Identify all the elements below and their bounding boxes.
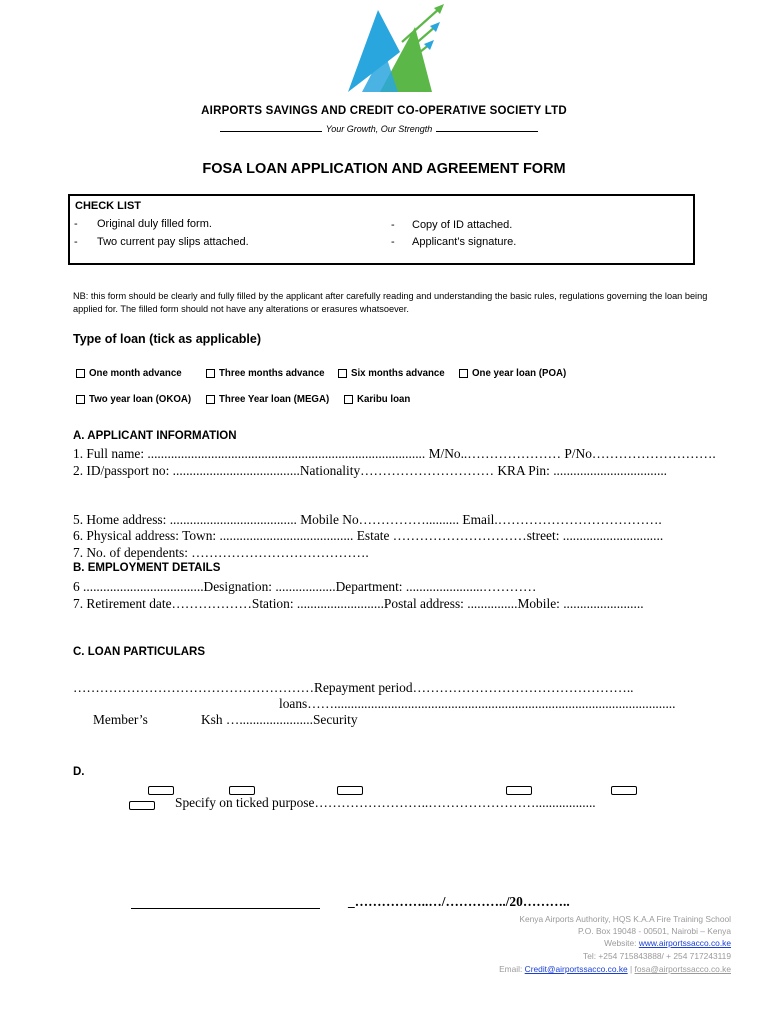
checkbox[interactable] xyxy=(206,369,215,378)
checkbox[interactable] xyxy=(344,395,353,404)
tagline-row xyxy=(220,124,538,138)
checklist-box xyxy=(68,194,695,265)
section-c-heading: C. LOAN PARTICULARS xyxy=(73,646,206,658)
option-label: Six months advance xyxy=(351,368,445,379)
checklist-bullet: - xyxy=(74,218,78,230)
checkbox[interactable] xyxy=(459,369,468,378)
section-d-heading: D. xyxy=(73,766,85,778)
repayment-line[interactable]: ………………………………………………Repayment period………………………………………….. xyxy=(73,680,634,695)
loans-line[interactable]: loans……...................................................................................................... xyxy=(279,696,676,711)
option-label: One year loan (POA) xyxy=(472,368,567,379)
loan-type-heading: Type of loan (tick as applicable) xyxy=(73,332,262,346)
org-name: AIRPORTS SAVINGS AND CREDIT CO-OPERATIVE SOCIETY LTD xyxy=(201,105,567,117)
purpose-checkbox[interactable] xyxy=(148,786,174,795)
nb-note: NB: this form should be clearly and fully filled by the applicant after carefully reading and understanding the basic rules, regulations governing the loan being applied for. The filled form should not have any alterations or erasures whatsoever. xyxy=(73,291,708,314)
checklist-bullet: - xyxy=(391,219,395,231)
checkbox[interactable] xyxy=(206,395,215,404)
footer-email-row xyxy=(499,964,731,974)
footer-address-2: P.O. Box 19048 - 00501, Nairobi – Kenya xyxy=(577,926,731,936)
website-label: Website: xyxy=(604,938,637,948)
footer-address-1: Kenya Airports Authority, HQS K.A.A Fire Training School xyxy=(519,914,731,924)
date-line[interactable]: _……………..…/…………../20……….. xyxy=(348,894,570,909)
credit-email-link[interactable]: Credit@airportssacco.co.ke xyxy=(524,964,628,974)
full-name-line[interactable]: 1. Full name: ................................................................................... M/No..………………… P/No………………………. xyxy=(73,446,716,461)
email-separator: | xyxy=(630,964,633,974)
checklist-heading: CHECK LIST xyxy=(75,200,141,212)
employment-line[interactable]: 6 ....................................Designation: ..................Department: .......................………… xyxy=(73,579,537,594)
id-passport-line[interactable]: 2. ID/passport no: ......................................Nationality………………………… KRA Pin: .................................. xyxy=(73,463,668,478)
signature-line[interactable] xyxy=(131,908,320,909)
checkbox[interactable] xyxy=(76,395,85,404)
purpose-checkbox[interactable] xyxy=(229,786,255,795)
option-label: Three Year loan (MEGA) xyxy=(219,394,330,405)
checklist-item: Original duly filled form. xyxy=(97,218,212,230)
section-b-heading: B. EMPLOYMENT DETAILS xyxy=(73,562,221,574)
option-label: One month advance xyxy=(89,368,182,379)
specify-purpose-line[interactable]: Specify on ticked purpose……………………..…………………….................. xyxy=(175,795,596,810)
loan-option-six-months[interactable] xyxy=(338,368,445,379)
checklist-item: Two current pay slips attached. xyxy=(97,236,249,248)
dependents-line[interactable]: 7. No. of dependents: …………………………………. xyxy=(73,545,369,560)
purpose-checkbox[interactable] xyxy=(506,786,532,795)
checkbox[interactable] xyxy=(76,369,85,378)
form-title: FOSA LOAN APPLICATION AND AGREEMENT FORM xyxy=(202,161,566,177)
purpose-checkbox-other[interactable] xyxy=(129,801,155,810)
tagline: Your Growth, Our Strength xyxy=(220,124,538,134)
loan-option-one-year[interactable] xyxy=(459,368,566,379)
checklist-bullet: - xyxy=(74,236,78,248)
physical-address-line[interactable]: 6. Physical address: Town: ........................................ Estate …………………………street: .............................. xyxy=(73,528,664,543)
home-address-line[interactable]: 5. Home address: ...................................... Mobile No…………….......... Email.………………………………. xyxy=(73,512,662,527)
fosa-email-link[interactable]: fosa@airportssacco.co.ke xyxy=(634,964,731,974)
org-logo xyxy=(340,2,450,94)
email-label: Email: xyxy=(499,964,523,974)
purpose-checkbox[interactable] xyxy=(611,786,637,795)
option-label: Three months advance xyxy=(219,368,325,379)
loan-option-one-month[interactable] xyxy=(76,368,182,379)
footer-website-row xyxy=(604,938,731,948)
security-line[interactable]: Ksh …......................Security xyxy=(201,712,358,727)
loan-option-two-year[interactable] xyxy=(76,394,191,405)
checkbox[interactable] xyxy=(338,369,347,378)
loan-option-three-months[interactable] xyxy=(206,368,325,379)
option-label: Karibu loan xyxy=(357,394,411,405)
checklist-item: Applicant’s signature. xyxy=(412,236,517,248)
members-label: Member’s xyxy=(93,712,148,727)
loan-option-three-year[interactable] xyxy=(206,394,329,405)
checklist-bullet: - xyxy=(391,236,395,248)
option-label: Two year loan (OKOA) xyxy=(89,394,192,405)
loan-option-karibu[interactable] xyxy=(344,394,410,405)
website-link[interactable]: www.airportssacco.co.ke xyxy=(638,938,731,948)
checklist-item: Copy of ID attached. xyxy=(412,219,513,231)
footer-tel: Tel: +254 715843888/ + 254 717243119 xyxy=(583,951,731,961)
section-a-heading: A. APPLICANT INFORMATION xyxy=(73,430,237,442)
retirement-line[interactable]: 7. Retirement date………………Station: ..........................Postal address: ...............Mobile: ........................ xyxy=(73,596,644,611)
purpose-checkbox[interactable] xyxy=(337,786,363,795)
